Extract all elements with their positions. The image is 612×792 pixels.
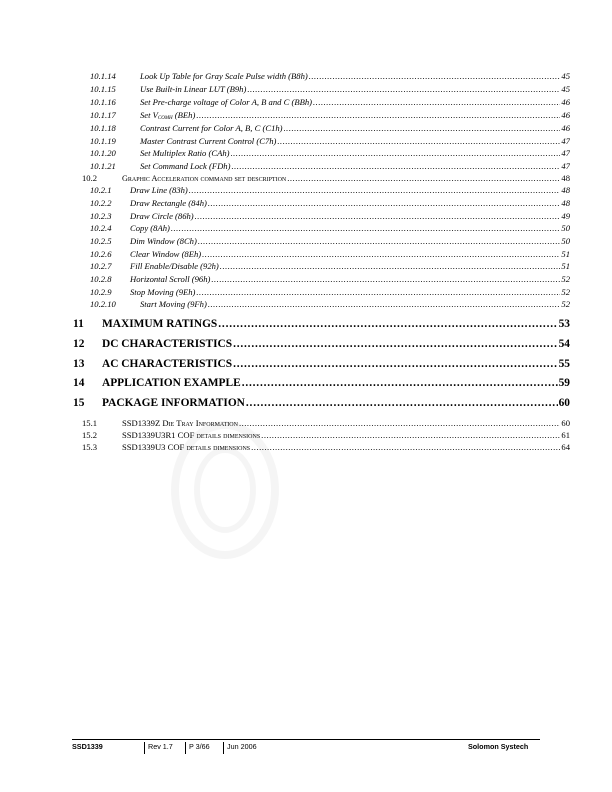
toc-number: 15.1	[82, 418, 98, 428]
toc-number: 10.2.10	[90, 299, 116, 309]
toc-number: 15.3	[82, 442, 98, 452]
toc-entry[interactable]	[90, 97, 570, 108]
dot-leader	[195, 211, 561, 221]
toc-title: Look Up Table for Gray Scale Pulse width (B8h)	[140, 71, 308, 81]
toc-number: 10.2.7	[90, 261, 112, 271]
toc-title: Start Moving (9Fh)	[140, 299, 207, 309]
toc-title-subscript: COMH	[157, 116, 173, 121]
toc-entry[interactable]	[90, 223, 570, 234]
dot-leader	[198, 236, 561, 246]
toc-page-number: 51	[561, 261, 570, 271]
toc-page-number: 46	[561, 123, 570, 133]
toc-number: 12	[73, 338, 85, 350]
dot-leader	[196, 110, 560, 120]
dot-leader	[231, 148, 561, 158]
toc-page-number: 48	[561, 198, 570, 208]
dot-leader	[211, 274, 560, 284]
toc-title: Set Command Lock (FDh)	[140, 161, 231, 171]
dot-leader	[208, 198, 561, 208]
watermark-logo	[170, 420, 280, 560]
toc-number: 10.2.4	[90, 223, 112, 233]
toc-page-number: 60	[561, 418, 570, 428]
toc-page-number: 46	[561, 110, 570, 120]
toc-title: Copy (8Ah)	[130, 223, 170, 233]
toc-title: SSD1339U3R1 COF details dimensions	[122, 430, 261, 440]
toc-title	[140, 110, 195, 121]
toc-page-number: 46	[561, 97, 570, 107]
footer-rule	[72, 739, 540, 740]
toc-number: 10.1.16	[90, 97, 116, 107]
dot-leader	[202, 249, 560, 259]
toc-number: 15	[73, 397, 85, 409]
toc-entry[interactable]	[90, 274, 570, 285]
dot-leader	[309, 71, 561, 81]
toc-page-number: 50	[561, 236, 570, 246]
toc-page-number: 48	[561, 185, 570, 195]
footer-part-number: SSD1339	[72, 742, 103, 751]
dot-leader	[231, 161, 560, 171]
toc-title: DC CHARACTERISTICS	[102, 338, 233, 350]
toc-entry[interactable]	[90, 261, 570, 272]
toc-number: 10.2.9	[90, 287, 112, 297]
toc-title-part: (BEh)	[172, 110, 196, 120]
toc-title: Horizontal Scroll (96h)	[130, 274, 211, 284]
toc-page-number: 49	[561, 211, 570, 221]
toc-title: Dim Window (8Ch)	[130, 236, 197, 246]
toc-title: Master Contrast Current Control (C7h)	[140, 136, 277, 146]
dot-leader	[313, 97, 560, 107]
toc-chapter-entry[interactable]	[73, 318, 570, 333]
dot-leader	[247, 84, 560, 94]
toc-title: Fill Enable/Disable (92h)	[130, 261, 219, 271]
toc-page-number: 47	[561, 161, 570, 171]
toc-title: Clear Window (8Eh)	[130, 249, 202, 259]
toc-entry[interactable]	[90, 198, 570, 209]
toc-page-number: 45	[561, 84, 570, 94]
toc-number: 10.2.8	[90, 274, 112, 284]
toc-number: 10.2.3	[90, 211, 112, 221]
toc-page-number: 59	[558, 377, 570, 389]
dot-leader	[171, 223, 561, 233]
toc-number: 15.2	[82, 430, 98, 440]
dot-leader	[196, 287, 560, 297]
toc-title: AC CHARACTERISTICS	[102, 358, 233, 370]
toc-number: 10.2.1	[90, 185, 112, 195]
toc-title: MAXIMUM RATINGS	[102, 318, 218, 330]
toc-title: Stop Moving (9Eh)	[130, 287, 196, 297]
toc-title: PACKAGE INFORMATION	[102, 397, 245, 409]
toc-number: 10.2.2	[90, 198, 112, 208]
toc-entry[interactable]	[90, 249, 570, 260]
toc-entry[interactable]	[90, 110, 570, 121]
toc-title: SSD1339U3 COF details dimensions	[122, 442, 251, 452]
dot-leader	[233, 358, 558, 370]
toc-page-number: 47	[561, 148, 570, 158]
toc-title: Draw Circle (86h)	[130, 211, 194, 221]
toc-number: 13	[73, 358, 85, 370]
toc-number: 10.1.15	[90, 84, 116, 94]
dot-leader	[251, 442, 560, 452]
dot-leader	[233, 338, 558, 350]
toc-section-entry[interactable]	[82, 430, 570, 441]
toc-chapter-entry[interactable]	[73, 358, 570, 373]
toc-number: 11	[73, 318, 84, 330]
toc-section-entry[interactable]	[82, 442, 570, 453]
toc-page-number: 61	[561, 430, 570, 440]
toc-section-entry[interactable]	[82, 418, 570, 429]
toc-title: Graphic Acceleration command set description	[122, 174, 287, 183]
dot-leader	[208, 299, 561, 309]
toc-number: 10.2.5	[90, 236, 112, 246]
dot-leader	[218, 318, 557, 330]
toc-page-number: 50	[561, 223, 570, 233]
toc-number: 10.2	[82, 173, 98, 183]
toc-number: 10.1.21	[90, 161, 116, 171]
toc-section-entry[interactable]	[82, 173, 570, 184]
toc-number: 14	[73, 377, 85, 389]
toc-entry[interactable]	[90, 211, 570, 222]
toc-page-number: 54	[558, 338, 570, 350]
toc-entry[interactable]	[90, 161, 570, 172]
toc-page-number: 60	[558, 397, 570, 409]
toc-number: 10.1.19	[90, 136, 116, 146]
dot-leader	[220, 261, 561, 271]
toc-page-number: 51	[561, 249, 570, 259]
toc-title: Set Multiplex Ratio (CAh)	[140, 148, 230, 158]
toc-page-number: 47	[561, 136, 570, 146]
dot-leader	[261, 430, 560, 440]
toc-entry[interactable]	[90, 185, 570, 196]
toc-title: Contrast Current for Color A, B, C (C1h)	[140, 123, 283, 133]
footer-page-number: P 3/66	[185, 742, 210, 754]
toc-number: 10.1.18	[90, 123, 116, 133]
dot-leader	[239, 418, 560, 428]
toc-number: 10.1.14	[90, 71, 116, 81]
toc-title: SSD1339Z Die Tray Information	[122, 418, 238, 428]
dot-leader	[189, 185, 561, 195]
toc-page-number: 45	[561, 71, 570, 81]
toc-entry[interactable]	[90, 287, 570, 298]
toc-page-number: 48	[561, 173, 570, 183]
toc-page-number: 53	[558, 318, 570, 330]
toc-entry[interactable]	[90, 71, 570, 82]
toc-entry[interactable]	[90, 84, 570, 95]
toc-page-number: 64	[561, 442, 570, 452]
footer-company: Solomon Systech	[468, 742, 529, 751]
toc-entry[interactable]	[90, 236, 570, 247]
toc-title: APPLICATION EXAMPLE	[102, 377, 241, 389]
toc-entry[interactable]	[90, 299, 570, 310]
page-footer	[72, 742, 540, 754]
toc-page-number: 52	[561, 299, 570, 309]
toc-chapter-entry[interactable]	[73, 338, 570, 353]
toc-entry[interactable]	[90, 123, 570, 134]
dot-leader	[287, 173, 560, 183]
dot-leader	[277, 136, 560, 146]
dot-leader	[246, 397, 558, 409]
toc-entry[interactable]	[90, 148, 570, 159]
dot-leader	[284, 123, 561, 133]
toc-page-number: 52	[561, 287, 570, 297]
toc-number: 10.1.17	[90, 110, 116, 120]
toc-chapter-entry[interactable]	[73, 397, 570, 412]
toc-chapter-entry[interactable]	[73, 377, 570, 392]
toc-title: Use Built-in Linear LUT (B9h)	[140, 84, 247, 94]
footer-revision: Rev 1.7	[144, 742, 173, 754]
toc-title: Draw Line (83h)	[130, 185, 188, 195]
toc-title-part: Set V	[140, 110, 158, 120]
toc-page-number: 55	[558, 358, 570, 370]
toc-number: 10.2.6	[90, 249, 112, 259]
toc-title: Draw Rectangle (84h)	[130, 198, 207, 208]
toc-page-number: 52	[561, 274, 570, 284]
toc-number: 10.1.20	[90, 148, 116, 158]
footer-date: Jun 2006	[223, 742, 257, 754]
dot-leader	[242, 377, 558, 389]
toc-title: Set Pre-charge voltage of Color A, B and C (BBh)	[140, 97, 313, 107]
toc-entry[interactable]	[90, 136, 570, 147]
